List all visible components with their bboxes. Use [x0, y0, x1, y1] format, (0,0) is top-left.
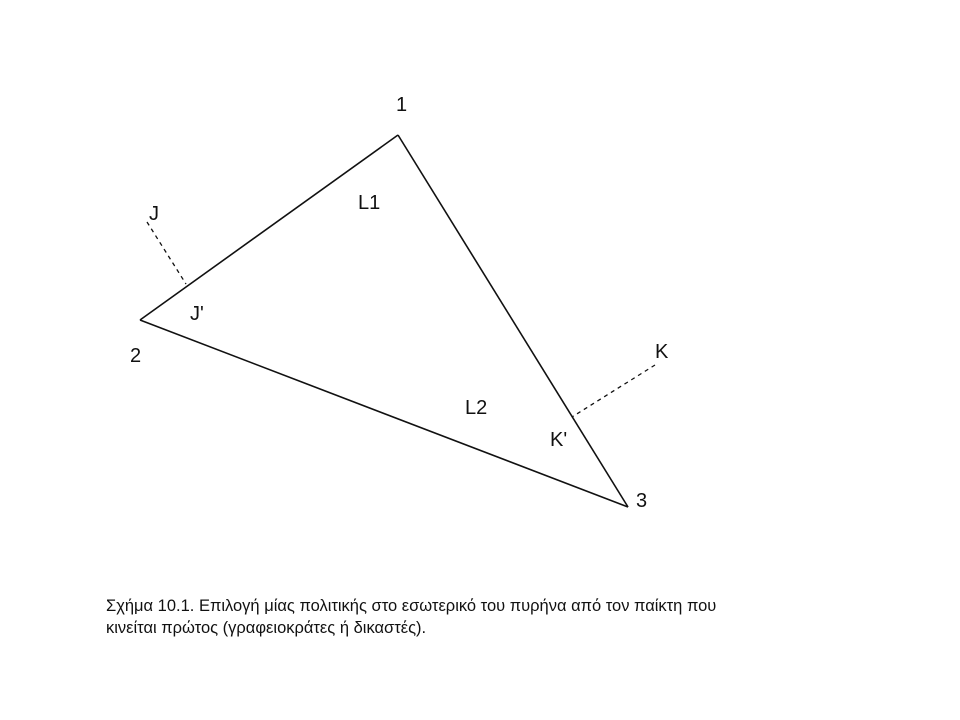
caption-line-2: κινείται πρώτος (γραφειοκράτες ή δικαστές). [106, 619, 427, 637]
side-2-3 [140, 320, 628, 507]
vertex-label-3: 3 [636, 490, 648, 512]
projection-j-to-j-prime [147, 222, 186, 284]
side-1-2 [140, 135, 398, 320]
point-label-k: K [655, 341, 669, 363]
vertex-label-2: 2 [130, 345, 142, 367]
side-label-l1: L1 [358, 192, 381, 214]
side-label-l2: L2 [465, 397, 488, 419]
point-label-j-prime: J' [190, 303, 204, 325]
side-1-3 [398, 135, 628, 507]
vertex-label-1: 1 [396, 94, 408, 116]
point-label-k-prime: K' [550, 429, 568, 451]
figure-caption [106, 595, 866, 639]
point-label-j: J [149, 203, 159, 225]
projection-k-to-k-prime [572, 365, 655, 417]
caption-line-1: Σχήμα 10.1. Επιλογή μίας πολιτικής στο εσωτερικό του πυρήνα από τον παίκτη που [106, 597, 717, 615]
